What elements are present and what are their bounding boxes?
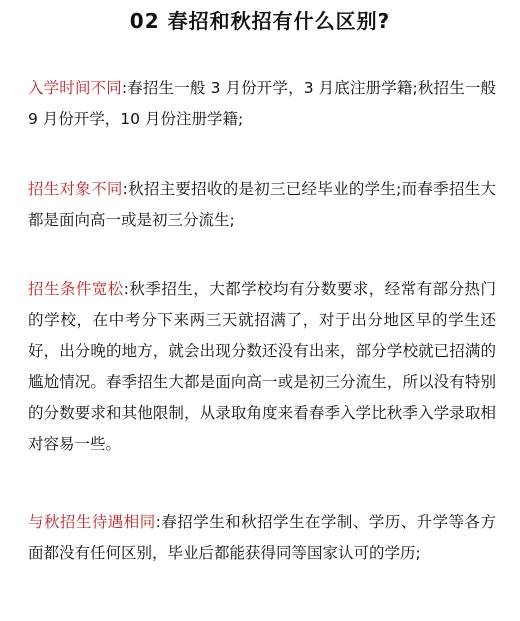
section-body: :春招学生和秋招学生在学制、学历、升学等各方面都没有任何区别，毕业后都能获得同等国家认可的学历; <box>28 513 496 562</box>
section-body: :秋招主要招收的是初三已经毕业的学生;而春季招生大都是面向高一或是初三分流生; <box>28 180 496 229</box>
article-title: 02 春招和秋招有什么区别? <box>129 9 391 33</box>
section-target-students <box>28 174 496 236</box>
section-entry-time <box>28 73 496 135</box>
section-body: :春招生一般 3 月份开学，3 月底注册学籍;秋招生一般 9 月份开学，10 月份注册学籍; <box>28 79 496 128</box>
section-heading: 入学时间不同 <box>28 79 122 97</box>
section-equal-treatment <box>28 507 496 569</box>
section-body: :秋季招生，大都学校均有分数要求，经常有部分热门的学校，在中考分下来两三天就招满了，对于出分地区早的学生还好，出分晚的地方，就会出现分数还没有出来，部分学校就已招满的尴尬情况。春季招生大都是面向高一或是初三分流生，所以没有特别的分数要求和其他限制，从录取角度来看春季入学比秋季入学录取相对容易一些。 <box>28 280 496 453</box>
section-heading: 招生对象不同 <box>28 180 123 198</box>
section-heading: 招生条件宽松 <box>28 280 124 298</box>
section-admission-conditions <box>28 274 496 460</box>
section-heading: 与秋招生待遇相同 <box>28 513 156 531</box>
